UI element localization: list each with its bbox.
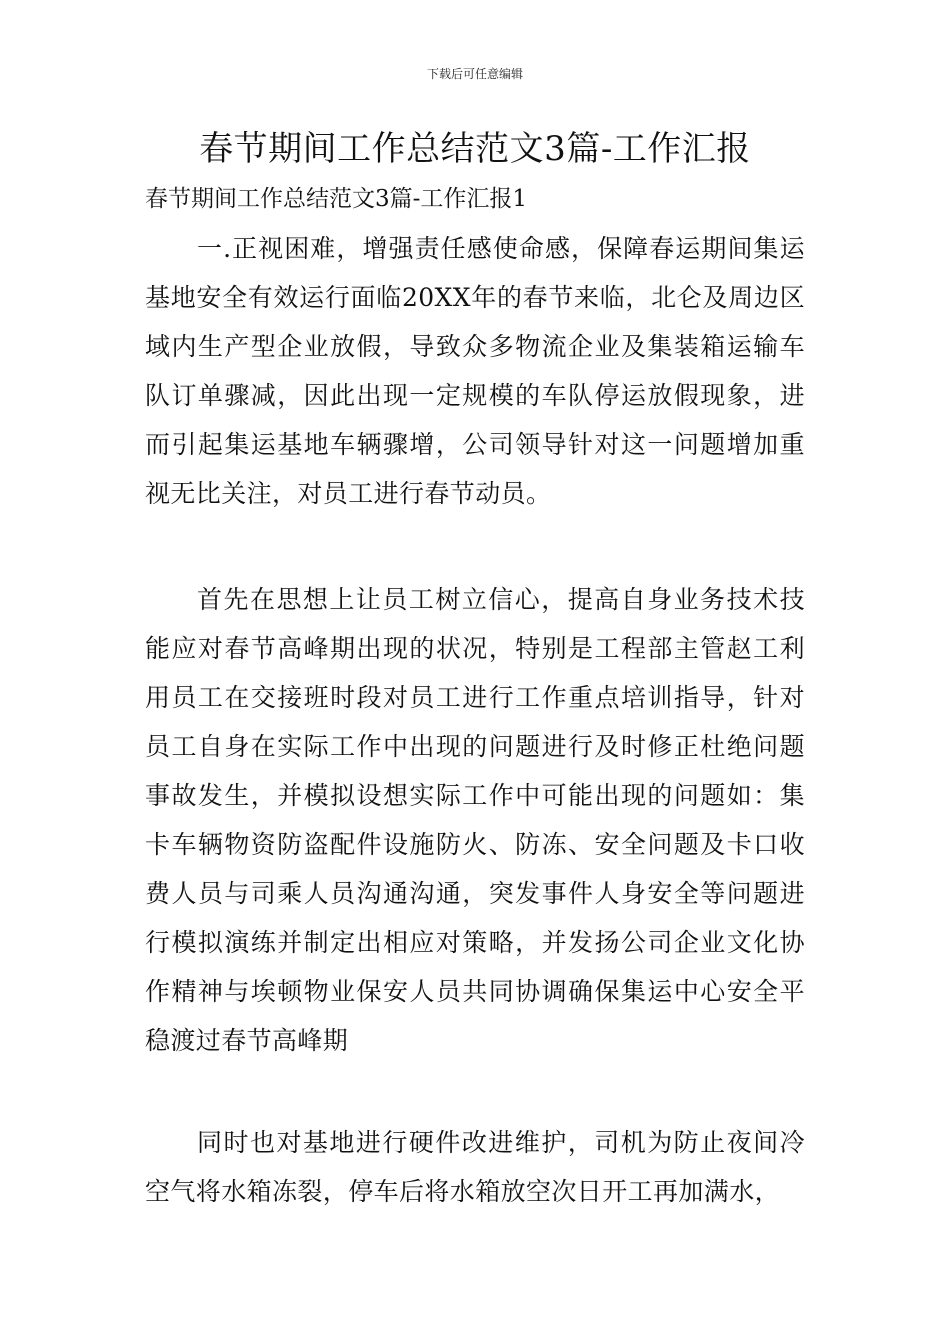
paragraph-1: 一.正视困难，增强责任感使命感，保障春运期间集运基地安全有效运行面临20XX年的春节来临，北仑及周边区域内生产型企业放假，导致众多物流企业及集装箱运输车队订单骤减，因此出现一定规模的车队停运放假现象，进而引起集运基地车辆骤增，公司领导针对这一问题增加重视无比关注，对员工进行春节动员。 [145,234,805,508]
document-title: 春节期间工作总结范文3篇-工作汇报 [199,129,751,169]
document-subtitle: 春节期间工作总结范文3篇-工作汇报1 [145,186,528,212]
paragraph-2: 首先在思想上让员工树立信心，提高自身业务技术技能应对春节高峰期出现的状况，特别是工程部主管赵工利用员工在交接班时段对员工进行工作重点培训指导，针对员工自身在实际工作中出现的问题进行及时修正杜绝问题事故发生，并模拟设想实际工作中可能出现的问题如：集卡车辆物资防盗配件设施防火、防冻、安全问题及卡口收费人员与司乘人员沟通沟通，突发事件人身安全等问题进行模拟演练并制定出相应对策略，并发扬公司企业文化协作精神与埃顿物业保安人员共同协调确保集运中心安全平稳渡过春节高峰期 [145,585,805,1055]
paragraph-3: 同时也对基地进行硬件改进维护，司机为防止夜间冷空气将水箱冻裂，停车后将水箱放空次日开工再加满水， [145,1128,805,1206]
header-note: 下载后可任意编辑 [426,67,523,81]
